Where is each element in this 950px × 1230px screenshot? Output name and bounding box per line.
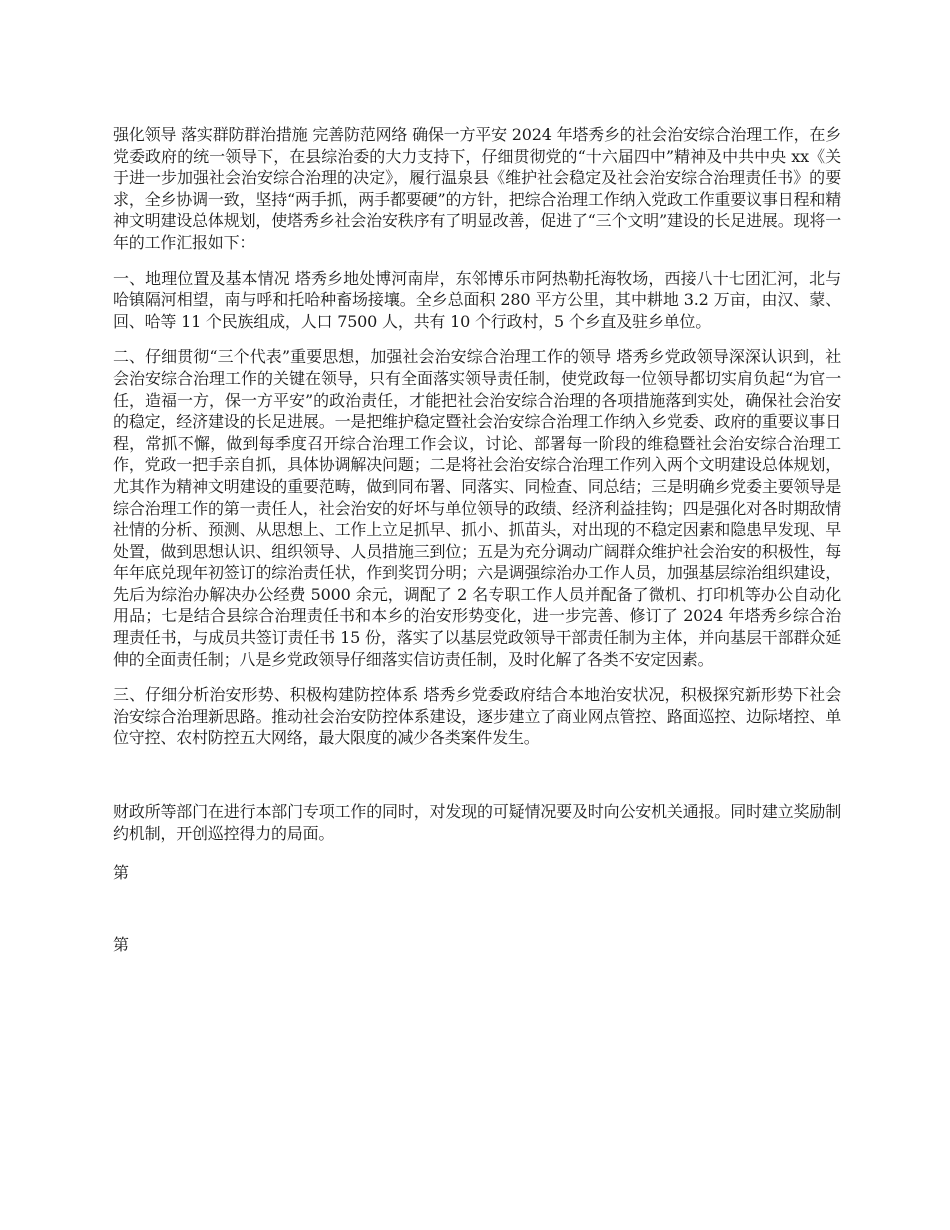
paragraph-spacer (113, 844, 841, 862)
intro-paragraph: 强化领导 落实群防群治措施 完善防范网络 确保一方平安 2024 年塔秀乡的社会治安综合治理工作，在乡党委政府的统一领导下，在县综治委的大力支持下，仔细贯彻党的“十六届四中”精神及中共中央 xx《关于进一步加强社会治安综合治理的决定》，履行温泉县《维护社会稳定及社会治安综合治理责任书》的要求，全乡协调一致，坚持“两手抓，两手都要硬”的方针，把综合治理工作纳入党政工作重要议事日程和精神文明建设总体规划，使塔秀乡社会治安秩序有了明显改善，促进了“三个文明”建设的长足进展。现将一年的工作汇报如下： (113, 125, 841, 252)
section-break (113, 749, 841, 801)
section-2-paragraph: 二、仔细贯彻“三个代表”重要思想，加强社会治安综合治理工作的领导 塔秀乡党政领导深深认识到，社会治安综合治理工作的关键在领导，只有全面落实领导责任制，使党政每一位领导都切实肩负起“为官一任，造福一方，保一方平安”的政治责任，才能把社会治安综合治理的各项措施落到实处，确保社会治安的稳定，经济建设的长足进展。一是把维护稳定暨社会治安综合治理工作纳入乡党委、政府的重要议事日程，常抓不懈，做到每季度召开综合治理工作会议，讨论、部署每一阶段的维稳暨社会治安综合治理工作，党政一把手亲自抓，具体协调解决问题；二是将社会治安综合治理工作列入两个文明建设总体规划，尤其作为精神文明建设的重要范畴，做到同布署、同落实、同检查、同总结；三是明确乡党委主要领导是综合治理工作的第一责任人，社会治安的好坏与单位领导的政绩、经济利益挂钩；四是强化对各时期敌情社情的分析、预测、从思想上、工作上立足抓早、抓小、抓苗头，对出现的不稳定因素和隐患早发现、早处置，做到思想认识、组织领导、人员措施三到位；五是为充分调动广阔群众维护社会治安的积极性，每年年底兑现年初签订的综治责任状，作到奖罚分明；六是调强综治办工作人员，加强基层综治组织建设，先后为综治办解决办公经费 5000 余元，调配了 2 名专职工作人员并配备了微机、打印机等办公自动化用品；七是结合县综合治理责任书和本乡的治安形势变化，进一步完善、修订了 2024 年塔秀乡综合治理责任书，与成员共签订责任书 15 份，落实了以基层党政领导干部责任制为主体，并向基层干部群众延伸的全面责任制；八是乡党政领导仔细落实信访责任制，及时化解了各类不安定因素。 (113, 347, 841, 669)
section-1-paragraph: 一、地理位置及基本情况 塔秀乡地处博河南岸，东邻博乐市阿热勒托海牧场，西接八十七团汇河，北与哈镇隔河相望，南与呼和托哈种畜场接壤。全乡总面积 280 平方公里，其中耕地 3.2 万亩，由汉、蒙、回、哈等 11 个民族组成，人口 7500 人，共有 10 个行政村，5 个乡直及驻乡单位。 (113, 268, 841, 331)
chapter-mark-1: 第 (113, 863, 130, 883)
paragraph-spacer (113, 670, 841, 684)
paragraph-spacer (113, 332, 841, 346)
finance-paragraph: 财政所等部门在进行本部门专项工作的同时，对发现的可疑情况要及时向公安机关通报。同时建立奖励制约机制，开创巡控得力的局面。 (113, 802, 841, 843)
section-3-paragraph: 三、仔细分析治安形势、积极构建防控体系 塔秀乡党委政府结合本地治安状况，积极探究新形势下社会治安综合治理新思路。推动社会治安防控体系建设，逐步建立了商业网点管控、路面巡控、边际堵控、单位守控、农村防控五大网络，最大限度的减少各类案件发生。 (113, 685, 841, 748)
document-page (113, 124, 841, 955)
chapter-mark-2: 第 (113, 934, 130, 954)
section-break (113, 884, 841, 934)
paragraph-spacer (113, 254, 841, 268)
